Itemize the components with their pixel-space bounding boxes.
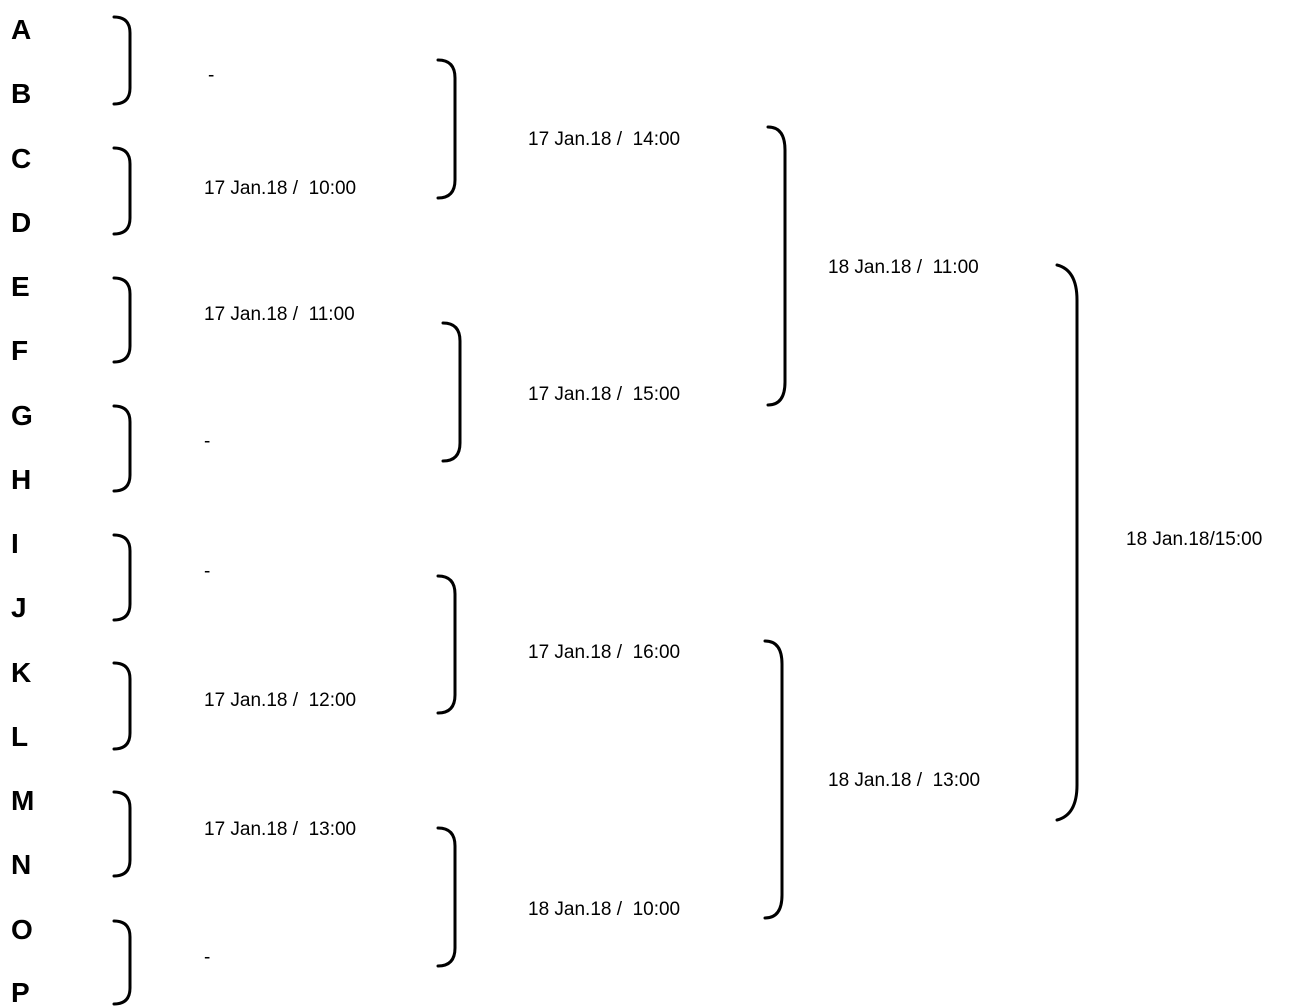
team-label: E: [11, 271, 30, 302]
team-label: C: [11, 143, 32, 174]
match-time: -: [204, 431, 211, 452]
team-label: L: [11, 721, 29, 752]
team-label: M: [11, 785, 35, 816]
match-time: -: [204, 947, 211, 968]
team-label: I: [11, 528, 19, 559]
bracket-r2-1: [438, 60, 455, 198]
bracket-r2-2: [443, 323, 460, 461]
bracket-r1-7: [114, 792, 130, 876]
bracket-r1-5: [114, 535, 130, 620]
match-time: 17 Jan.18 / 11:00: [204, 304, 355, 325]
bracket-r1-4: [114, 406, 130, 491]
bracket-r3-1: [768, 127, 785, 405]
team-label: O: [11, 914, 33, 945]
team-label: D: [11, 207, 32, 238]
team-label: B: [11, 78, 32, 109]
team-label: J: [11, 592, 27, 623]
bracket-r1-8: [114, 921, 130, 1004]
final-time: 18 Jan.18/15:00: [1126, 529, 1263, 550]
bracket-final: [1057, 265, 1077, 820]
team-label: H: [11, 464, 32, 495]
bracket-r3-2: [765, 641, 782, 918]
team-label: G: [11, 400, 33, 431]
bracket-r1-6: [114, 663, 130, 749]
bracket-r1-3: [114, 278, 130, 362]
match-time: 18 Jan.18 / 13:00: [828, 770, 981, 791]
match-time: 17 Jan.18 / 10:00: [204, 178, 357, 199]
match-time: 17 Jan.18 / 12:00: [204, 690, 357, 711]
match-time: 17 Jan.18 / 16:00: [528, 642, 681, 663]
match-time: 17 Jan.18 / 13:00: [204, 819, 357, 840]
match-time: 17 Jan.18 / 15:00: [528, 384, 681, 405]
match-time: -: [208, 65, 215, 86]
match-time: -: [204, 561, 211, 582]
team-label: K: [11, 657, 32, 688]
bracket-r1-2: [114, 148, 130, 234]
match-time: 18 Jan.18 / 11:00: [828, 257, 979, 278]
team-label: P: [11, 977, 30, 1008]
team-label: F: [11, 335, 29, 366]
bracket-r2-4: [438, 828, 455, 966]
team-label: N: [11, 849, 32, 880]
bracket-r1-1: [114, 17, 130, 104]
team-label: A: [11, 14, 32, 45]
match-time: 18 Jan.18 / 10:00: [528, 899, 681, 920]
match-time: 17 Jan.18 / 14:00: [528, 129, 681, 150]
bracket-r2-3: [438, 576, 455, 713]
